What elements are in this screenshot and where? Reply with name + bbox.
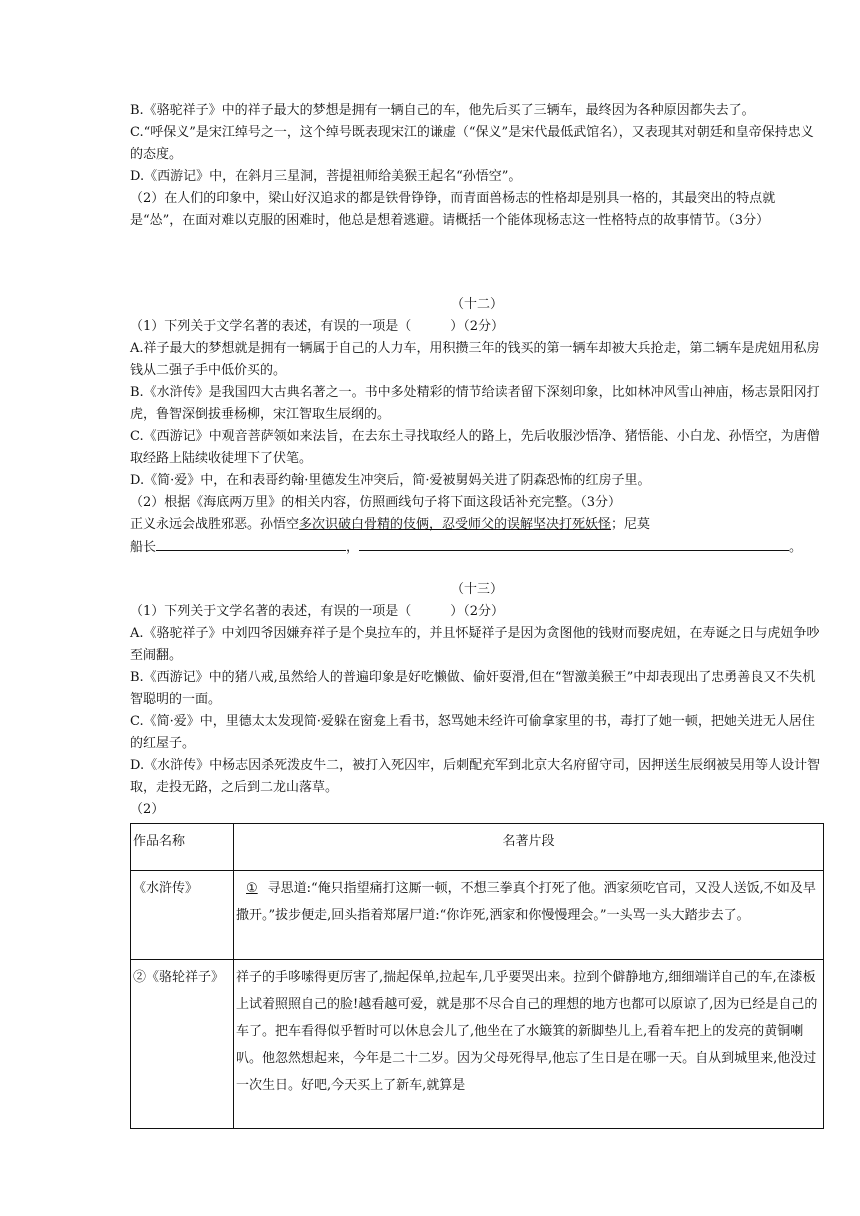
excerpt-luotuo: 祥子的手哆嗦得更厉害了,揣起保单,拉起车,几乎要哭出来。拉到个僻静地方,细细端详自己的车,在漆板上试着照照自己的脸!越看越可爱，就是那不尽合自己的理想的地方也都可以原谅了,因为已经是自己的车了。把车看得似乎暂时可以休息会儿了,他坐在了水簸箕的新脚垫儿上,看着车把上的发亮的黄铜喇叭。他忽然想起来，今年是二十二岁。因为父母死得早,他忘了生日是在哪一天。自从到城里来,他没过一次生日。好吧,今天买上了新车,就算是 [234,960,824,1129]
excerpt-shuihu: ① 寻思道:“俺只指望痛打这厮一顿，不想三拳真个打死了他。洒家须吃官司，又没人送饭,不如及早撒开。”拔步便走,回头指着郑屠尸道:“你诈死,洒家和你慢慢理会。”一头骂一头大踏步去了。 [234,871,824,960]
prev-question-2: （2）在人们的印象中，梁山好汉追求的都是铁骨铮铮，而青面兽杨志的性格却是别具一格的，其最突出的特点就是“怂”，在面对难以克服的困难时，他总是想着逃避。请概括一个能体现杨志这一性格特点的故事情节。（3分） [130,191,776,228]
s13-option-b: B.《西游记》中的猪八戒,虽然给人的普遍印象是好吃懒做、偷奸耍滑,但在“智激美猴王”中却表现出了忠勇善良又不失机智聪明的一面。 [130,670,816,707]
work-title-luotuo: ②《骆轮祥子》 [131,960,234,1129]
col-header-excerpt: 名著片段 [234,824,824,871]
answer-blank-1[interactable] [156,536,346,551]
prev-option-b: B.《骆驼祥子》中的祥子最大的梦想是拥有一辆自己的车，他先后买了三辆车，最终因为各种原因都失去了。 [130,103,755,118]
s13-option-a: A.《骆驼祥子》中刘四爷因嫌弃祥子是个臭拉车的，并且怀疑祥子是因为贪图他的钱财而娶虎妞，在寿诞之日与虎妞争吵至闹翻。 [130,626,820,663]
answer-blank-2[interactable] [359,536,789,551]
s13-question-1: （1）下列关于文学名著的表述，有误的一项是（ ）（2分） [130,604,505,619]
s12-option-c: C.《西游记》中观音菩萨领如来法旨，在去东土寻找取经人的路上，先后收服沙悟净、猪悟能、小白龙、孙悟空，为唐僧取经路上陆续收徒埋下了伏笔。 [130,429,820,466]
fill-blank-1[interactable]: ① [246,881,258,896]
s13-question-2: （2） [130,802,165,817]
s13-option-d: D.《水浒传》中杨志因杀死泼皮牛二，被打入死囚牢，后刺配充军到北京大名府留守司，因押送生辰纲被吴用等人设计智取，走投无路，之后到二龙山落草。 [130,758,821,795]
section-12-title: （十二） [450,297,503,312]
s12-option-b: B.《水浒传》是我国四大古典名著之一。书中多处精彩的情节给读者留下深刻印象，比如林冲风雪山神庙，杨志景阳冈打虎，鲁智深倒拔垂杨柳，宋江智取生辰纲的。 [130,385,820,422]
table-row [131,960,824,1129]
s12-fill-line-2: 船长 ， 。 [130,536,824,559]
s12-option-d: D.《简·爱》中，在和表哥约翰·里德发生冲突后，简·爱被舅妈关进了阴森恐怖的红房子里。 [130,473,651,488]
s12-question-2: （2）根据《海底两万里》的相关内容，仿照画线句子将下面这段话补充完整。（3分） [130,495,622,510]
s12-option-a: A.祥子最大的梦想就是拥有一辆属于自己的人力车，用积攒三年的钱买的第一辆车却被大兵抢走，第二辆车是虎妞用私房钱从二强子手中低价买的。 [130,341,820,378]
col-header-work-name: 作品名称 [131,824,234,871]
table-header-row [131,824,824,871]
exam-page [130,100,824,1129]
s12-fill-line-1: 正义永远会战胜邪恶。孙悟空多次识破白骨精的伎俩，忍受师父的误解坚决打死妖怪；尼莫 [130,517,651,532]
underlined-model-sentence: 多次识破白骨精的伎俩，忍受师父的误解坚决打死妖怪 [299,517,612,532]
prev-option-d: D.《西游记》中，在斜月三星洞，菩提祖师给美猴王起名“孙悟空”。 [130,169,522,184]
section-13-title: （十三） [450,582,503,597]
works-table [130,823,824,1129]
prev-option-c: C.“呼保义”是宋江绰号之一，这个绰号既表现宋江的谦虚（“保义”是宋代最低武馆名），又表现其对朝廷和皇帝保持忠义的态度。 [130,125,814,162]
work-title-shuihu: 《水浒传》 [131,871,234,960]
s13-option-c: C.《简·爱》中，里德太太发现简·爱躲在窗龛上看书，怒骂她未经许可偷拿家里的书，毒打了她一顿，把她关进无人居住的红屋子。 [130,714,815,751]
table-row [131,871,824,960]
s12-question-1: （1）下列关于文学名著的表述，有误的一项是（ ）（2分） [130,319,505,334]
